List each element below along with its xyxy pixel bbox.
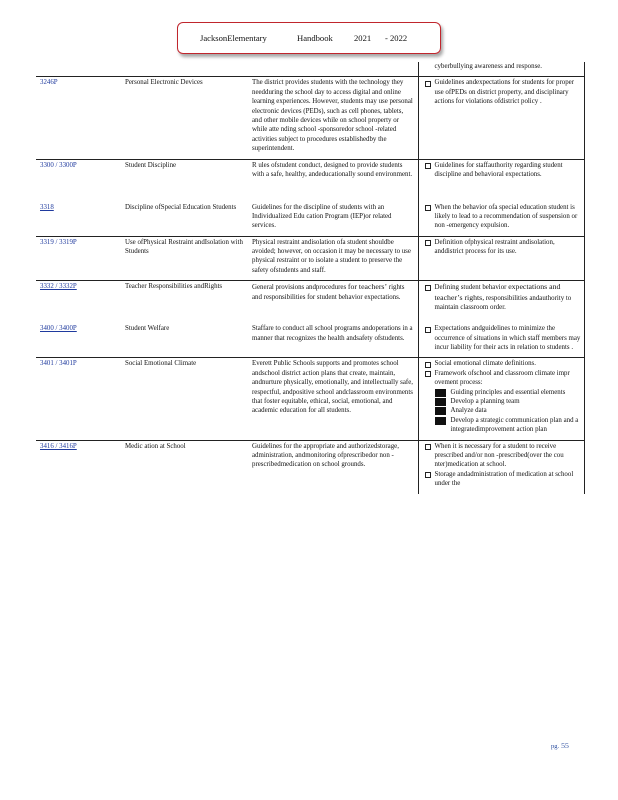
policy-title: Medic ation at School bbox=[121, 440, 248, 493]
table-row-continuation bbox=[36, 62, 584, 77]
note-bullet: Defining student behavior expectations and teacher’s rights, responsibilities andauthority to maintain classroom order. bbox=[423, 282, 581, 313]
policy-description: Staffare to conduct all school programs andoperations in a manner that recognizes the health andsafety ofstudents. bbox=[252, 325, 413, 342]
note-bullet: Expectations andguidelines to minimize the occurrence of situations in which staff members may incur liability for their acts in relation to students . bbox=[423, 324, 581, 352]
policy-description: R ules ofstudent conduct, designed to provide students with a safe, healthy, andeducationally sound environment. bbox=[252, 161, 413, 178]
policy-title: Student Discipline bbox=[125, 161, 177, 169]
table-row bbox=[36, 281, 584, 358]
policy-link-3400[interactable]: 3400 / 3400P bbox=[40, 325, 77, 333]
note-bullet: Framework ofschool and classroom climate impr ovement process: bbox=[423, 369, 581, 388]
policy-code: 3246P bbox=[40, 79, 58, 87]
policy-code: 3401 / 3401P bbox=[40, 360, 77, 368]
policy-description: The district provides students with the technology they needduring the school day to access digital and online learning experiences. However, students may use personal electronic devices (PEDs), such as cell phones, tablets, and other mobile devices while on school property or while atte nding school -sponsoredor school -related activities subject to procedures establishedby the superintendent. bbox=[248, 77, 418, 159]
table-row bbox=[36, 159, 584, 236]
policy-link-3416[interactable]: 3416 / 3416P bbox=[40, 442, 77, 450]
note-bullet: When the behavior ofa special education student is likely to lead to a recommendation of suspension or non -emergency expulsion. bbox=[423, 203, 581, 231]
note-bullet: When it is necessary for a student to receive prescribed and/or non -prescribed(over the cou nter)medication at school. bbox=[423, 442, 581, 470]
year-end: - 2022 bbox=[385, 33, 408, 43]
sub-item: Guiding principles and essential elements bbox=[423, 388, 581, 397]
policy-title: Student Welfare bbox=[125, 325, 170, 333]
policy-table bbox=[36, 62, 585, 494]
policy-description: Physical restraint andisolation ofa student shouldbe avoided; however, on occasion it may be necessary to use physical restraint or to isolate a student to preserve the safety ofstudents and staff. bbox=[248, 236, 418, 281]
policy-description: General provisions andprocedures for teachers’ rights and responsibilities for student behavior expectations. bbox=[252, 282, 405, 301]
note-bullet: Definition ofphysical restraint andisolation, anddistrict process for its use. bbox=[423, 238, 581, 257]
handbook-header bbox=[177, 22, 441, 54]
continued-note: cyberbullying awareness and response. bbox=[418, 62, 584, 77]
school-name: JacksonElementary bbox=[200, 33, 267, 43]
year-start: 2021 bbox=[354, 33, 372, 43]
table-row bbox=[36, 77, 584, 159]
policy-title: Personal Electronic Devices bbox=[121, 77, 248, 159]
note-bullet: Storage andadministration of medication at school under the bbox=[423, 470, 581, 489]
sub-item: Develop a strategic communication plan and a integratedimprovement action plan bbox=[423, 416, 581, 435]
policy-description: Guidelines for the discipline of students with an Individualized Edu cation Program (IEP)or related services. bbox=[252, 203, 392, 230]
table-row bbox=[36, 358, 584, 440]
policy-title: Use ofPhysical Restraint andIsolation with Students bbox=[121, 236, 248, 281]
note-bullet: Guidelines andexpectations for students for proper use ofPEDs on district property, and disciplinary actions for violations ofdistrict policy . bbox=[423, 78, 581, 106]
note-bullet: Social emotional climate definitions. bbox=[423, 359, 581, 368]
policy-title: Teacher Responsibilities andRights bbox=[125, 283, 223, 291]
note-bullet: Guidelines for staffauthority regarding student discipline and behavioral expectations. bbox=[423, 161, 581, 180]
policy-description: Everett Public Schools supports and promotes school andschool district action plans that create, maintain, andnurture physically, emotionally, and intellectually safe, respectful, andpositive school andclassroom environments that foster equitable, ethical, social, emotional, and academic education for all students. bbox=[248, 358, 418, 440]
sub-item: Analyze data bbox=[423, 406, 581, 415]
page-number: pg. 55 bbox=[551, 741, 569, 750]
policy-description: Guidelines for the appropriate and authorizedstorage, administration, andmonitoring ofprescribedor non -prescribedmedication on school grounds. bbox=[248, 440, 418, 493]
policy-code: 3319 / 3319P bbox=[40, 238, 77, 246]
policy-title: Social Emotional Climate bbox=[121, 358, 248, 440]
policy-title: Discipline ofSpecial Education Students bbox=[125, 203, 237, 211]
policy-link-3332[interactable]: 3332 / 3332P bbox=[40, 283, 77, 291]
policy-code: 3300 / 3300P bbox=[40, 161, 77, 169]
table-row bbox=[36, 440, 584, 493]
table-row bbox=[36, 236, 584, 281]
policy-link-3318[interactable]: 3318 bbox=[40, 203, 54, 211]
sub-item: Develop a planning team bbox=[423, 397, 581, 406]
handbook-title: Handbook bbox=[297, 33, 333, 43]
